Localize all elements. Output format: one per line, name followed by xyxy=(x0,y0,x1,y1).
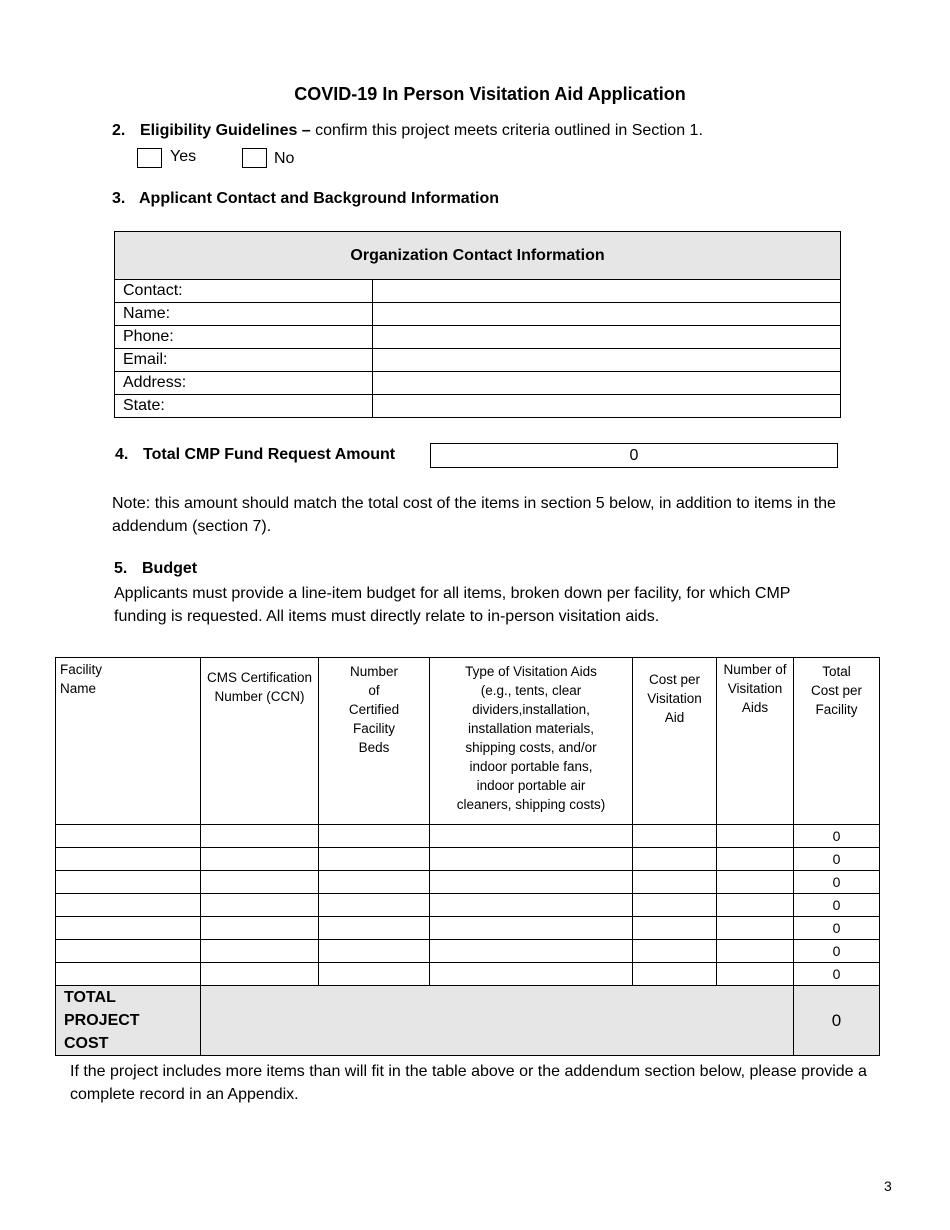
total-project-cost-value: 0 xyxy=(794,986,880,1056)
facility-name-cell[interactable] xyxy=(56,963,201,986)
email-label: Email: xyxy=(115,349,373,372)
section-3-heading xyxy=(112,190,499,208)
ccn-cell[interactable] xyxy=(201,894,319,917)
aid-type-cell[interactable] xyxy=(430,940,633,963)
table-row xyxy=(56,894,880,917)
number-of-aids-cell[interactable] xyxy=(717,871,794,894)
address-label: Address: xyxy=(115,372,373,395)
table-row xyxy=(56,825,880,848)
contact-field[interactable] xyxy=(373,280,841,303)
facility-name-cell[interactable] xyxy=(56,825,201,848)
beds-cell[interactable] xyxy=(319,940,430,963)
aid-type-cell[interactable] xyxy=(430,917,633,940)
yes-checkbox[interactable] xyxy=(137,148,162,168)
col-total-cost-per-facility: Total Cost per Facility xyxy=(794,658,880,825)
beds-cell[interactable] xyxy=(319,894,430,917)
facility-name-cell[interactable] xyxy=(56,917,201,940)
table-row xyxy=(56,940,880,963)
phone-label: Phone: xyxy=(115,326,373,349)
beds-cell[interactable] xyxy=(319,963,430,986)
amount-note: Note: this amount should match the total cost of the items in section 5 below, in addition to items in the addendum (section 7). xyxy=(112,495,836,535)
row-total-cell: 0 xyxy=(794,917,880,940)
col-facility-name: Facility Name xyxy=(56,658,201,825)
total-project-cost-label: TOTAL PROJECT COST xyxy=(56,986,201,1056)
facility-name-cell[interactable] xyxy=(56,894,201,917)
state-field[interactable] xyxy=(373,395,841,418)
table-row xyxy=(56,963,880,986)
beds-cell[interactable] xyxy=(319,917,430,940)
number-of-aids-cell[interactable] xyxy=(717,825,794,848)
fund-request-amount-field[interactable]: 0 xyxy=(430,443,838,468)
col-ccn: CMS Certification Number (CCN) xyxy=(201,658,319,825)
number-of-aids-cell[interactable] xyxy=(717,917,794,940)
section-2-heading: Eligibility Guidelines – xyxy=(140,122,311,139)
aid-type-cell[interactable] xyxy=(430,848,633,871)
beds-cell[interactable] xyxy=(319,871,430,894)
total-row-filler xyxy=(201,986,794,1056)
row-total-cell: 0 xyxy=(794,871,880,894)
appendix-note: If the project includes more items than will fit in the table above or the addendum section below, please provide a complete record in an Appendix. xyxy=(70,1063,867,1103)
aid-type-cell[interactable] xyxy=(430,825,633,848)
section-4-title: Total CMP Fund Request Amount xyxy=(143,446,396,463)
name-field[interactable] xyxy=(373,303,841,326)
cost-per-aid-cell[interactable] xyxy=(633,940,717,963)
facility-name-cell[interactable] xyxy=(56,848,201,871)
cost-per-aid-cell[interactable] xyxy=(633,848,717,871)
ccn-cell[interactable] xyxy=(201,940,319,963)
facility-name-cell[interactable] xyxy=(56,871,201,894)
cost-per-aid-cell[interactable] xyxy=(633,917,717,940)
section-5-number: 5. xyxy=(114,560,128,577)
yes-label: Yes xyxy=(170,148,197,165)
section-3-title: Applicant Contact and Background Information xyxy=(139,190,500,207)
email-field[interactable] xyxy=(373,349,841,372)
contact-label: Contact: xyxy=(115,280,373,303)
aid-type-cell[interactable] xyxy=(430,894,633,917)
section-2-text: confirm this project meets criteria outlined in Section 1. xyxy=(315,122,703,139)
name-label: Name: xyxy=(115,303,373,326)
aid-type-cell[interactable] xyxy=(430,963,633,986)
aid-type-cell[interactable] xyxy=(430,871,633,894)
page-number: 3 xyxy=(884,1178,892,1194)
cost-per-aid-cell[interactable] xyxy=(633,871,717,894)
section-2-eligibility xyxy=(112,122,703,140)
beds-cell[interactable] xyxy=(319,848,430,871)
beds-cell[interactable] xyxy=(319,825,430,848)
cost-per-aid-cell[interactable] xyxy=(633,825,717,848)
col-number-of-aids: Number of Visitation Aids xyxy=(717,658,794,825)
col-cost-per-aid: Cost per Visitation Aid xyxy=(633,658,717,825)
contact-info-table xyxy=(114,231,841,418)
table-row xyxy=(56,871,880,894)
state-label: State: xyxy=(115,395,373,418)
row-total-cell: 0 xyxy=(794,825,880,848)
no-label: No xyxy=(274,150,295,167)
table-row xyxy=(56,848,880,871)
ccn-cell[interactable] xyxy=(201,871,319,894)
ccn-cell[interactable] xyxy=(201,917,319,940)
section-4-number: 4. xyxy=(115,446,129,463)
row-total-cell: 0 xyxy=(794,940,880,963)
page-title: COVID-19 In Person Visitation Aid Application xyxy=(294,84,686,104)
cost-per-aid-cell[interactable] xyxy=(633,963,717,986)
number-of-aids-cell[interactable] xyxy=(717,963,794,986)
address-field[interactable] xyxy=(373,372,841,395)
ccn-cell[interactable] xyxy=(201,848,319,871)
budget-table xyxy=(55,657,880,1056)
table-row xyxy=(56,917,880,940)
row-total-cell: 0 xyxy=(794,963,880,986)
section-3-number: 3. xyxy=(112,190,126,207)
number-of-aids-cell[interactable] xyxy=(717,940,794,963)
no-checkbox[interactable] xyxy=(242,148,267,168)
facility-name-cell[interactable] xyxy=(56,940,201,963)
section-5-description: Applicants must provide a line-item budget for all items, broken down per facility, for which CMP funding is requested. All items must directly relate to in-person visitation aids. xyxy=(114,585,791,625)
section-5-heading xyxy=(114,560,197,578)
section-5-title: Budget xyxy=(142,560,198,577)
section-4-heading xyxy=(115,446,395,464)
row-total-cell: 0 xyxy=(794,894,880,917)
total-row xyxy=(56,986,880,1056)
contact-table-header: Organization Contact Information xyxy=(115,232,841,280)
row-total-cell: 0 xyxy=(794,848,880,871)
col-visitation-aid-type: Type of Visitation Aids (e.g., tents, clear dividers,installation, installation materials, shipping costs, and/or indoor portable fans, indoor portable air cleaners, shipping costs) xyxy=(430,658,633,825)
ccn-cell[interactable] xyxy=(201,825,319,848)
cost-per-aid-cell[interactable] xyxy=(633,894,717,917)
section-2-number: 2. xyxy=(112,122,126,139)
number-of-aids-cell[interactable] xyxy=(717,848,794,871)
col-certified-beds: Number of Certified Facility Beds xyxy=(319,658,430,825)
number-of-aids-cell[interactable] xyxy=(717,894,794,917)
ccn-cell[interactable] xyxy=(201,963,319,986)
phone-field[interactable] xyxy=(373,326,841,349)
